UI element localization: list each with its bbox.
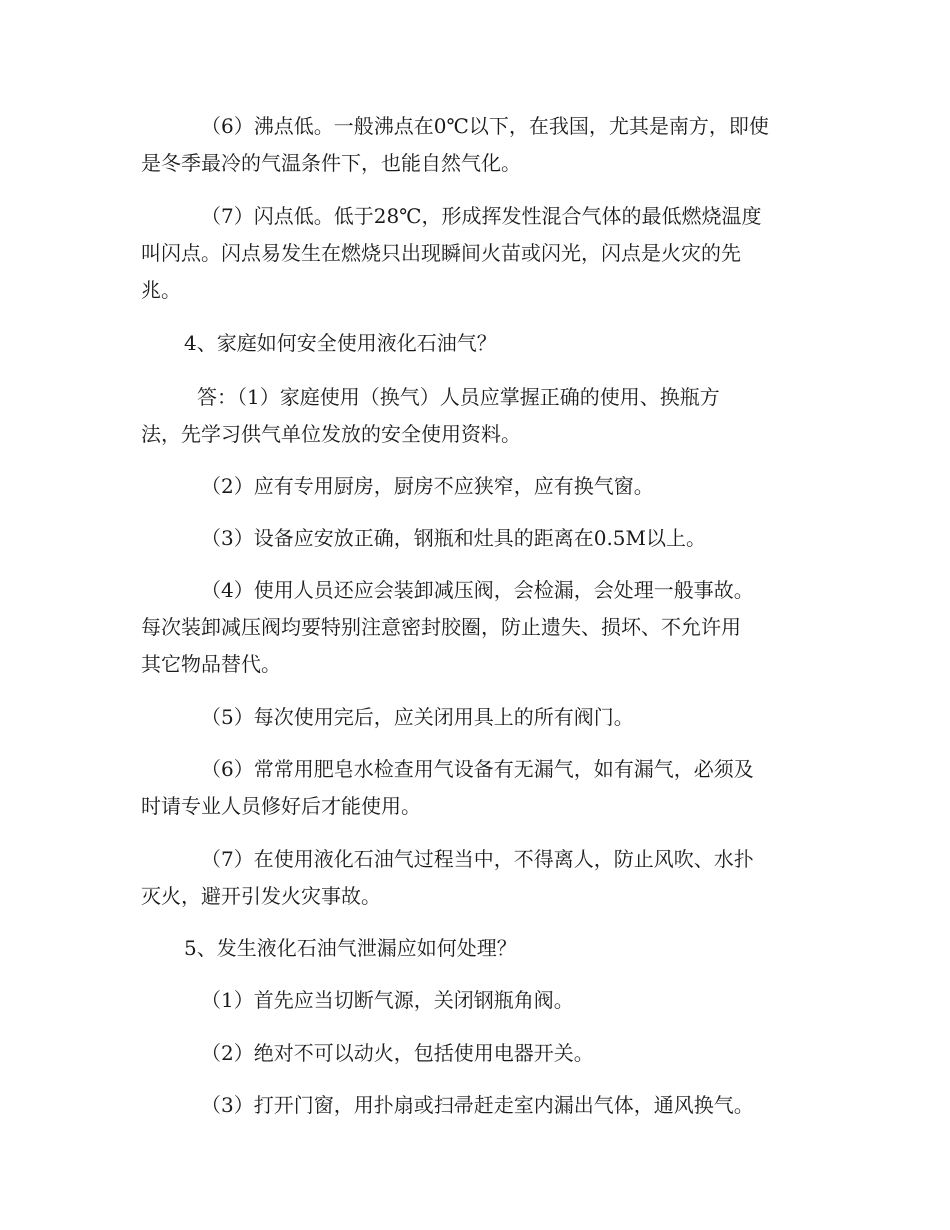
text-line: 每次装卸减压阀均要特别注意密封胶圈，防止遗失、损坏、不允许用 bbox=[141, 615, 741, 639]
heading-text: 5、发生液化石油气泄漏应如何处理？ bbox=[184, 936, 517, 960]
text-line: （6）常常用肥皂水检查用气设备有无漏气，如有漏气，必须及 bbox=[201, 757, 754, 781]
paragraph-answer-4 bbox=[141, 572, 811, 683]
text-line: 答：（1）家庭使用（换气）人员应掌握正确的使用、换瓶方 bbox=[197, 385, 720, 409]
section-heading-4 bbox=[141, 325, 811, 362]
paragraph-flash-point bbox=[141, 198, 811, 309]
paragraph-answer-3 bbox=[141, 520, 811, 557]
section-heading-5 bbox=[141, 930, 811, 967]
paragraph-leak-3 bbox=[141, 1087, 811, 1124]
paragraph-answer-2 bbox=[141, 468, 811, 505]
text-line: 其它物品替代。 bbox=[141, 652, 281, 676]
paragraph-answer-5 bbox=[141, 699, 811, 736]
text-line: （7）闪点低。低于28℃，形成挥发性混合气体的最低燃烧温度 bbox=[201, 204, 762, 228]
paragraph-boiling-point bbox=[141, 108, 811, 182]
paragraph-answer-6 bbox=[141, 751, 811, 825]
text-line: （6）沸点低。一般沸点在0℃以下，在我国，尤其是南方，即使 bbox=[201, 114, 769, 138]
text-line: 时请专业人员修好后才能使用。 bbox=[141, 794, 421, 818]
paragraph-answer-7 bbox=[141, 841, 811, 915]
paragraph-leak-2 bbox=[141, 1035, 811, 1072]
heading-text: 4、家庭如何安全使用液化石油气？ bbox=[184, 331, 497, 355]
text-line: 兆。 bbox=[141, 278, 181, 302]
text-line: （5）每次使用完后，应关闭用具上的所有阀门。 bbox=[201, 705, 634, 729]
text-line: （4）使用人员还应会装卸减压阀，会检漏，会处理一般事故。 bbox=[201, 578, 754, 602]
text-line: （3）设备应安放正确，钢瓶和灶具的距离在0.5M以上。 bbox=[201, 526, 707, 550]
text-line: （3）打开门窗，用扑扇或扫帚赶走室内漏出气体，通风换气。 bbox=[201, 1093, 754, 1117]
paragraph-answer-1 bbox=[141, 379, 811, 453]
text-line: 法，先学习供气单位发放的安全使用资料。 bbox=[141, 422, 521, 446]
text-line: （2）应有专用厨房，厨房不应狭窄，应有换气窗。 bbox=[201, 474, 654, 498]
text-line: 是冬季最冷的气温条件下，也能自然气化。 bbox=[141, 151, 521, 175]
text-line: 灭火，避开引发火灾事故。 bbox=[141, 884, 381, 908]
paragraph-leak-1 bbox=[141, 982, 811, 1019]
text-line: 叫闪点。闪点易发生在燃烧只出现瞬间火苗或闪光，闪点是火灾的先 bbox=[141, 241, 741, 265]
text-line: （2）绝对不可以动火，包括使用电器开关。 bbox=[201, 1041, 594, 1065]
text-line: （1）首先应当切断气源，关闭钢瓶角阀。 bbox=[201, 988, 574, 1012]
text-line: （7）在使用液化石油气过程当中，不得离人，防止风吹、水扑 bbox=[201, 847, 754, 871]
